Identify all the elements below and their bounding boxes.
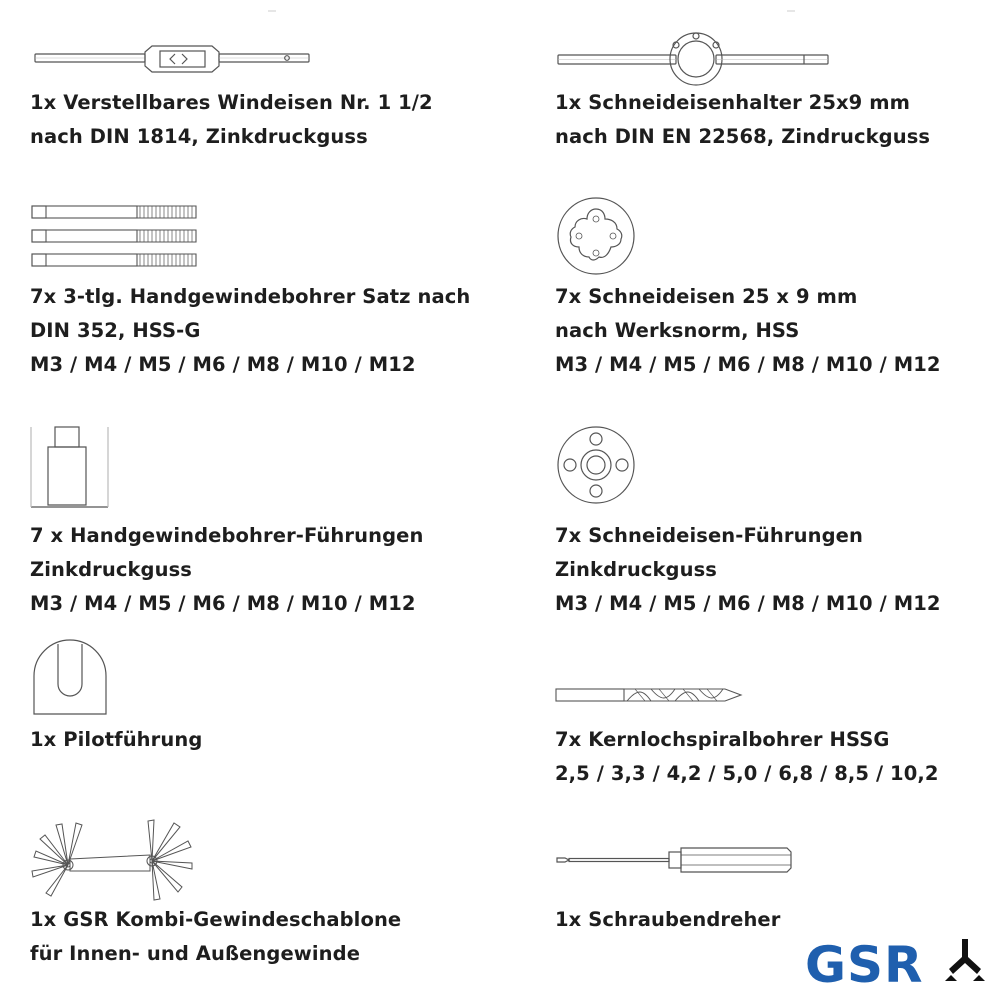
item-description: [555, 723, 939, 791]
twist-drill-icon: [555, 683, 750, 707]
item-line: Zinkdruckguss: [555, 558, 718, 581]
item-line: 7 x Handgewindebohrer-Führungen: [30, 524, 424, 547]
item-line: 7x 3-tlg. Handgewindebohrer Satz nach: [30, 285, 471, 308]
item-line: nach DIN 1814, Zinkdruckguss: [30, 125, 368, 148]
item-line: M3 / M4 / M5 / M6 / M8 / M10 / M12: [555, 592, 941, 615]
item-line: 1x GSR Kombi-Gewindeschablone: [30, 908, 402, 931]
item-line: M3 / M4 / M5 / M6 / M8 / M10 / M12: [555, 353, 941, 376]
item-line: 1x Pilotführung: [30, 728, 203, 751]
gsr-triskelion-icon: [945, 939, 985, 981]
item-line: 7x Kernlochspiralbohrer HSSG: [555, 728, 890, 751]
top-mark: [787, 10, 795, 12]
tap-wrench-icon: [30, 40, 320, 80]
thread-gauge-icon: [30, 815, 195, 905]
tap-guide-icon: [30, 425, 110, 510]
item-line: für Innen- und Außengewinde: [30, 942, 361, 965]
item-line: Zinkdruckguss: [30, 558, 193, 581]
die-holder-icon: [555, 30, 835, 90]
die-guide-icon: [555, 424, 637, 506]
item-description: [555, 280, 941, 382]
item-description: [30, 86, 433, 154]
item-description: [555, 519, 941, 621]
item-description: [555, 903, 780, 937]
item-line: 1x Schraubendreher: [555, 908, 781, 931]
item-line: M3 / M4 / M5 / M6 / M8 / M10 / M12: [30, 592, 416, 615]
item-description: [30, 723, 202, 757]
pilot-guide-icon: [30, 638, 110, 718]
item-description: [30, 280, 470, 382]
item-line: 7x Schneideisen 25 x 9 mm: [555, 285, 858, 308]
item-description: [555, 86, 930, 154]
screwdriver-icon: [555, 842, 795, 882]
item-line: DIN 352, HSS-G: [30, 319, 201, 342]
logo-text: GSR: [805, 936, 924, 990]
item-description: [30, 903, 401, 971]
item-line: 1x Schneideisenhalter 25x9 mm: [555, 91, 911, 114]
item-line: nach Werksnorm, HSS: [555, 319, 800, 342]
item-line: M3 / M4 / M5 / M6 / M8 / M10 / M12: [30, 353, 416, 376]
top-mark: [268, 10, 276, 12]
item-line: 7x Schneideisen-Führungen: [555, 524, 863, 547]
hand-taps-icon: [30, 200, 200, 275]
item-line: 1x Verstellbares Windeisen Nr. 1 1/2: [30, 91, 433, 114]
item-line: nach DIN EN 22568, Zindruckguss: [555, 125, 931, 148]
item-description: [30, 519, 423, 621]
gsr-logo: [805, 935, 990, 990]
threading-die-icon: [555, 195, 637, 277]
item-line: 2,5 / 3,3 / 4,2 / 5,0 / 6,8 / 8,5 / 10,2: [555, 762, 939, 785]
